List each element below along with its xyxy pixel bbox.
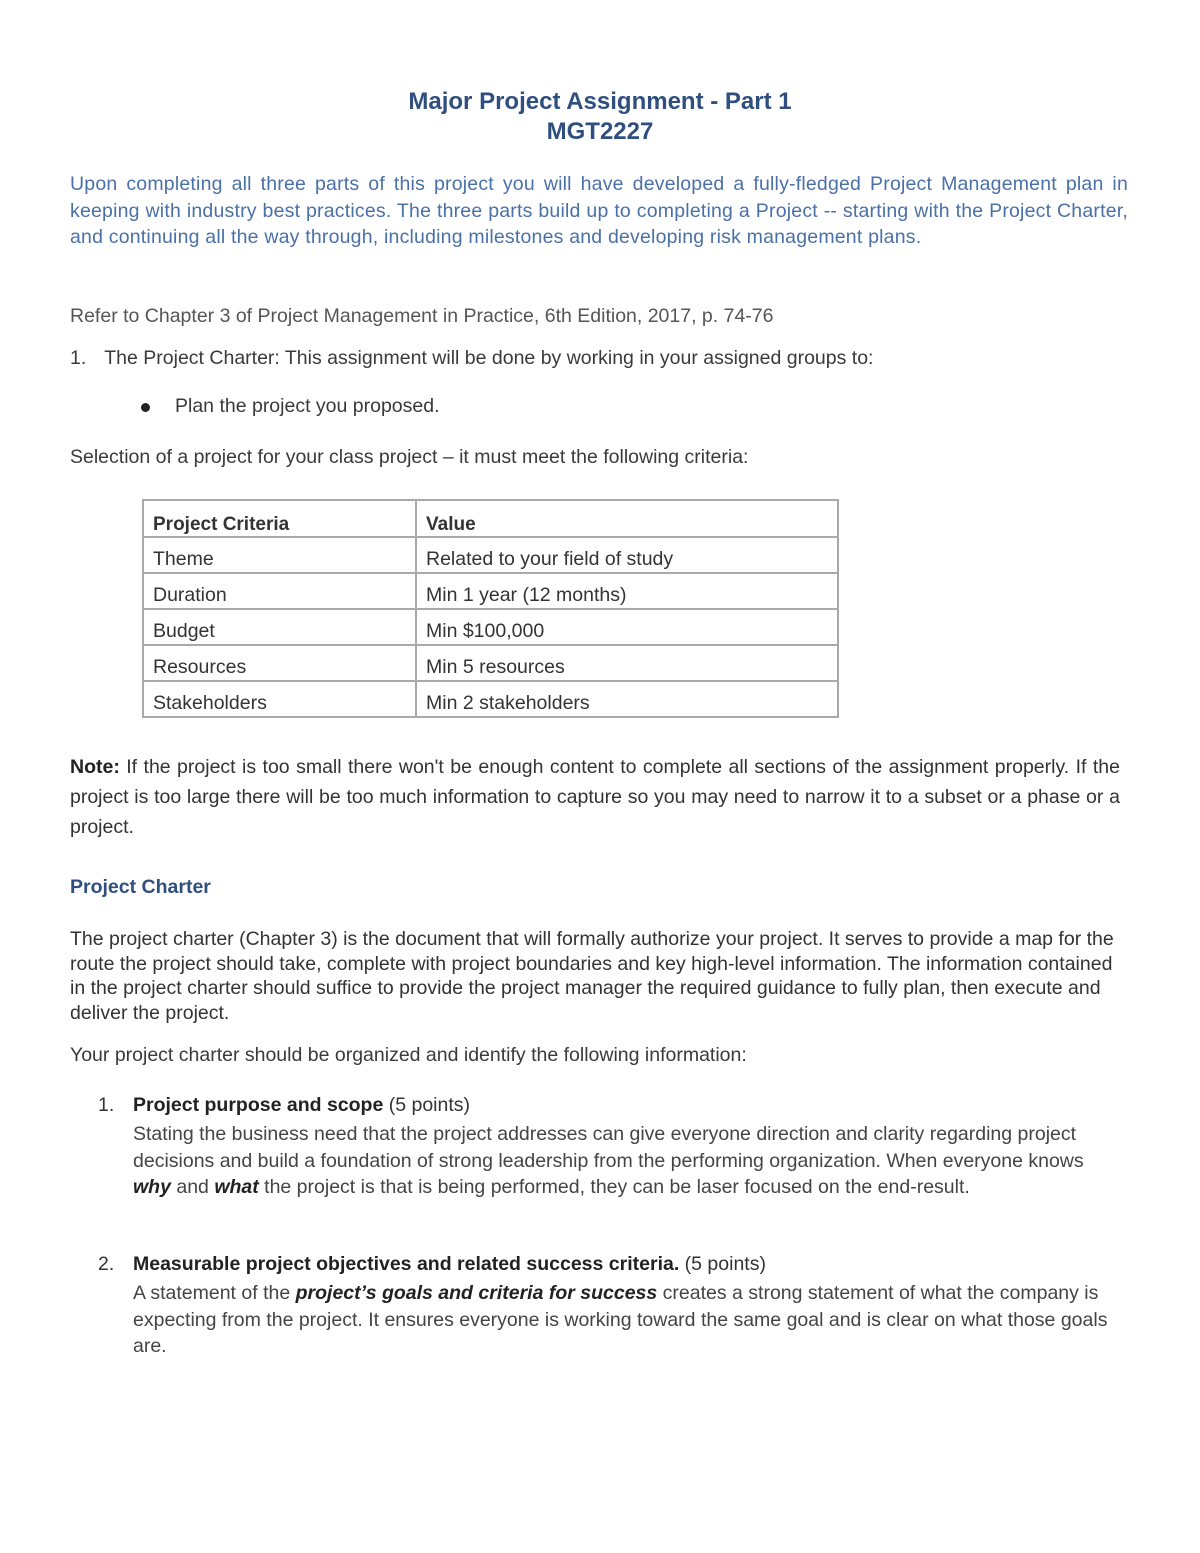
criteria-table <box>142 499 839 718</box>
table-row <box>143 573 838 609</box>
table-cell: Duration <box>143 573 416 609</box>
table-header: Value <box>416 500 838 537</box>
table-cell: Min 5 resources <box>416 645 838 681</box>
list-item-body: Stating the business need that the project addresses can give everyone direction and clarity regarding project decisions and build a foundation of strong leadership from the performing organization. When everyone knows why and what the project is that is being performed, they can be laser focused on the end-result. <box>133 1123 1084 1198</box>
table-header-row <box>143 500 838 537</box>
intro-paragraph: Upon completing all three parts of this project you will have developed a fully-fledged Project Management plan in keeping with industry best practices. The three parts build up to completing a Project -- starting with the Project Charter, and continuing all the way through, including milestones and developing risk management plans. <box>70 173 1128 248</box>
table-row <box>143 609 838 645</box>
table-header: Project Criteria <box>143 500 416 537</box>
selection-text: Selection of a project for your class project – it must meet the following criteria: <box>70 446 749 468</box>
list-item-body: A statement of the project’s goals and criteria for success creates a strong statement of what the company is expecting from the project. It ensures everyone is working toward the same goal and is clear on what those goals are. <box>133 1282 1108 1357</box>
table-cell: Min 1 year (12 months) <box>416 573 838 609</box>
table-cell: Budget <box>143 609 416 645</box>
note-text: If the project is too small there won't be enough content to complete all sections of the assignment properly. If the project is too large there will be too much information to capture so you may need to narrow it to a subset or a phase or a project. <box>70 756 1120 838</box>
table-cell: Min $100,000 <box>416 609 838 645</box>
table-row <box>143 681 838 717</box>
table-row <box>143 537 838 573</box>
bullet-item: Plan the project you proposed. <box>175 395 440 417</box>
step-1-text: The Project Charter: This assignment will be done by working in your assigned groups to: <box>104 347 874 369</box>
document-title: Major Project Assignment - Part 1 <box>408 88 792 115</box>
charter-paragraph: The project charter (Chapter 3) is the document that will formally authorize your project. It serves to provide a map for the route the project should take, complete with project boundaries and key high-level information. The information contained in the project charter should suffice to provide the project manager the required guidance to fully plan, then execute and deliver the project. <box>70 928 1114 1024</box>
list-item-number: 2. <box>98 1253 115 1275</box>
list-item-heading: Measurable project objectives and related success criteria. (5 points) <box>133 1253 766 1275</box>
organized-text: Your project charter should be organized and identify the following information: <box>70 1044 747 1066</box>
table-cell: Stakeholders <box>143 681 416 717</box>
note-label: Note: <box>70 756 120 778</box>
table-cell: Theme <box>143 537 416 573</box>
section-heading: Project Charter <box>70 876 211 898</box>
step-1-number: 1. <box>70 347 87 369</box>
list-item-heading: Project purpose and scope (5 points) <box>133 1094 471 1116</box>
table-cell: Resources <box>143 645 416 681</box>
table-cell: Min 2 stakeholders <box>416 681 838 717</box>
bullet-icon <box>141 403 150 412</box>
note-paragraph <box>70 752 1120 842</box>
course-code: MGT2227 <box>546 118 654 145</box>
list-item-number: 1. <box>98 1094 115 1116</box>
step-1 <box>70 347 873 370</box>
table-cell: Related to your field of study <box>416 537 838 573</box>
chapter-reference: Refer to Chapter 3 of Project Management in Practice, 6th Edition, 2017, p. 74-76 <box>70 305 774 327</box>
table-row <box>143 645 838 681</box>
